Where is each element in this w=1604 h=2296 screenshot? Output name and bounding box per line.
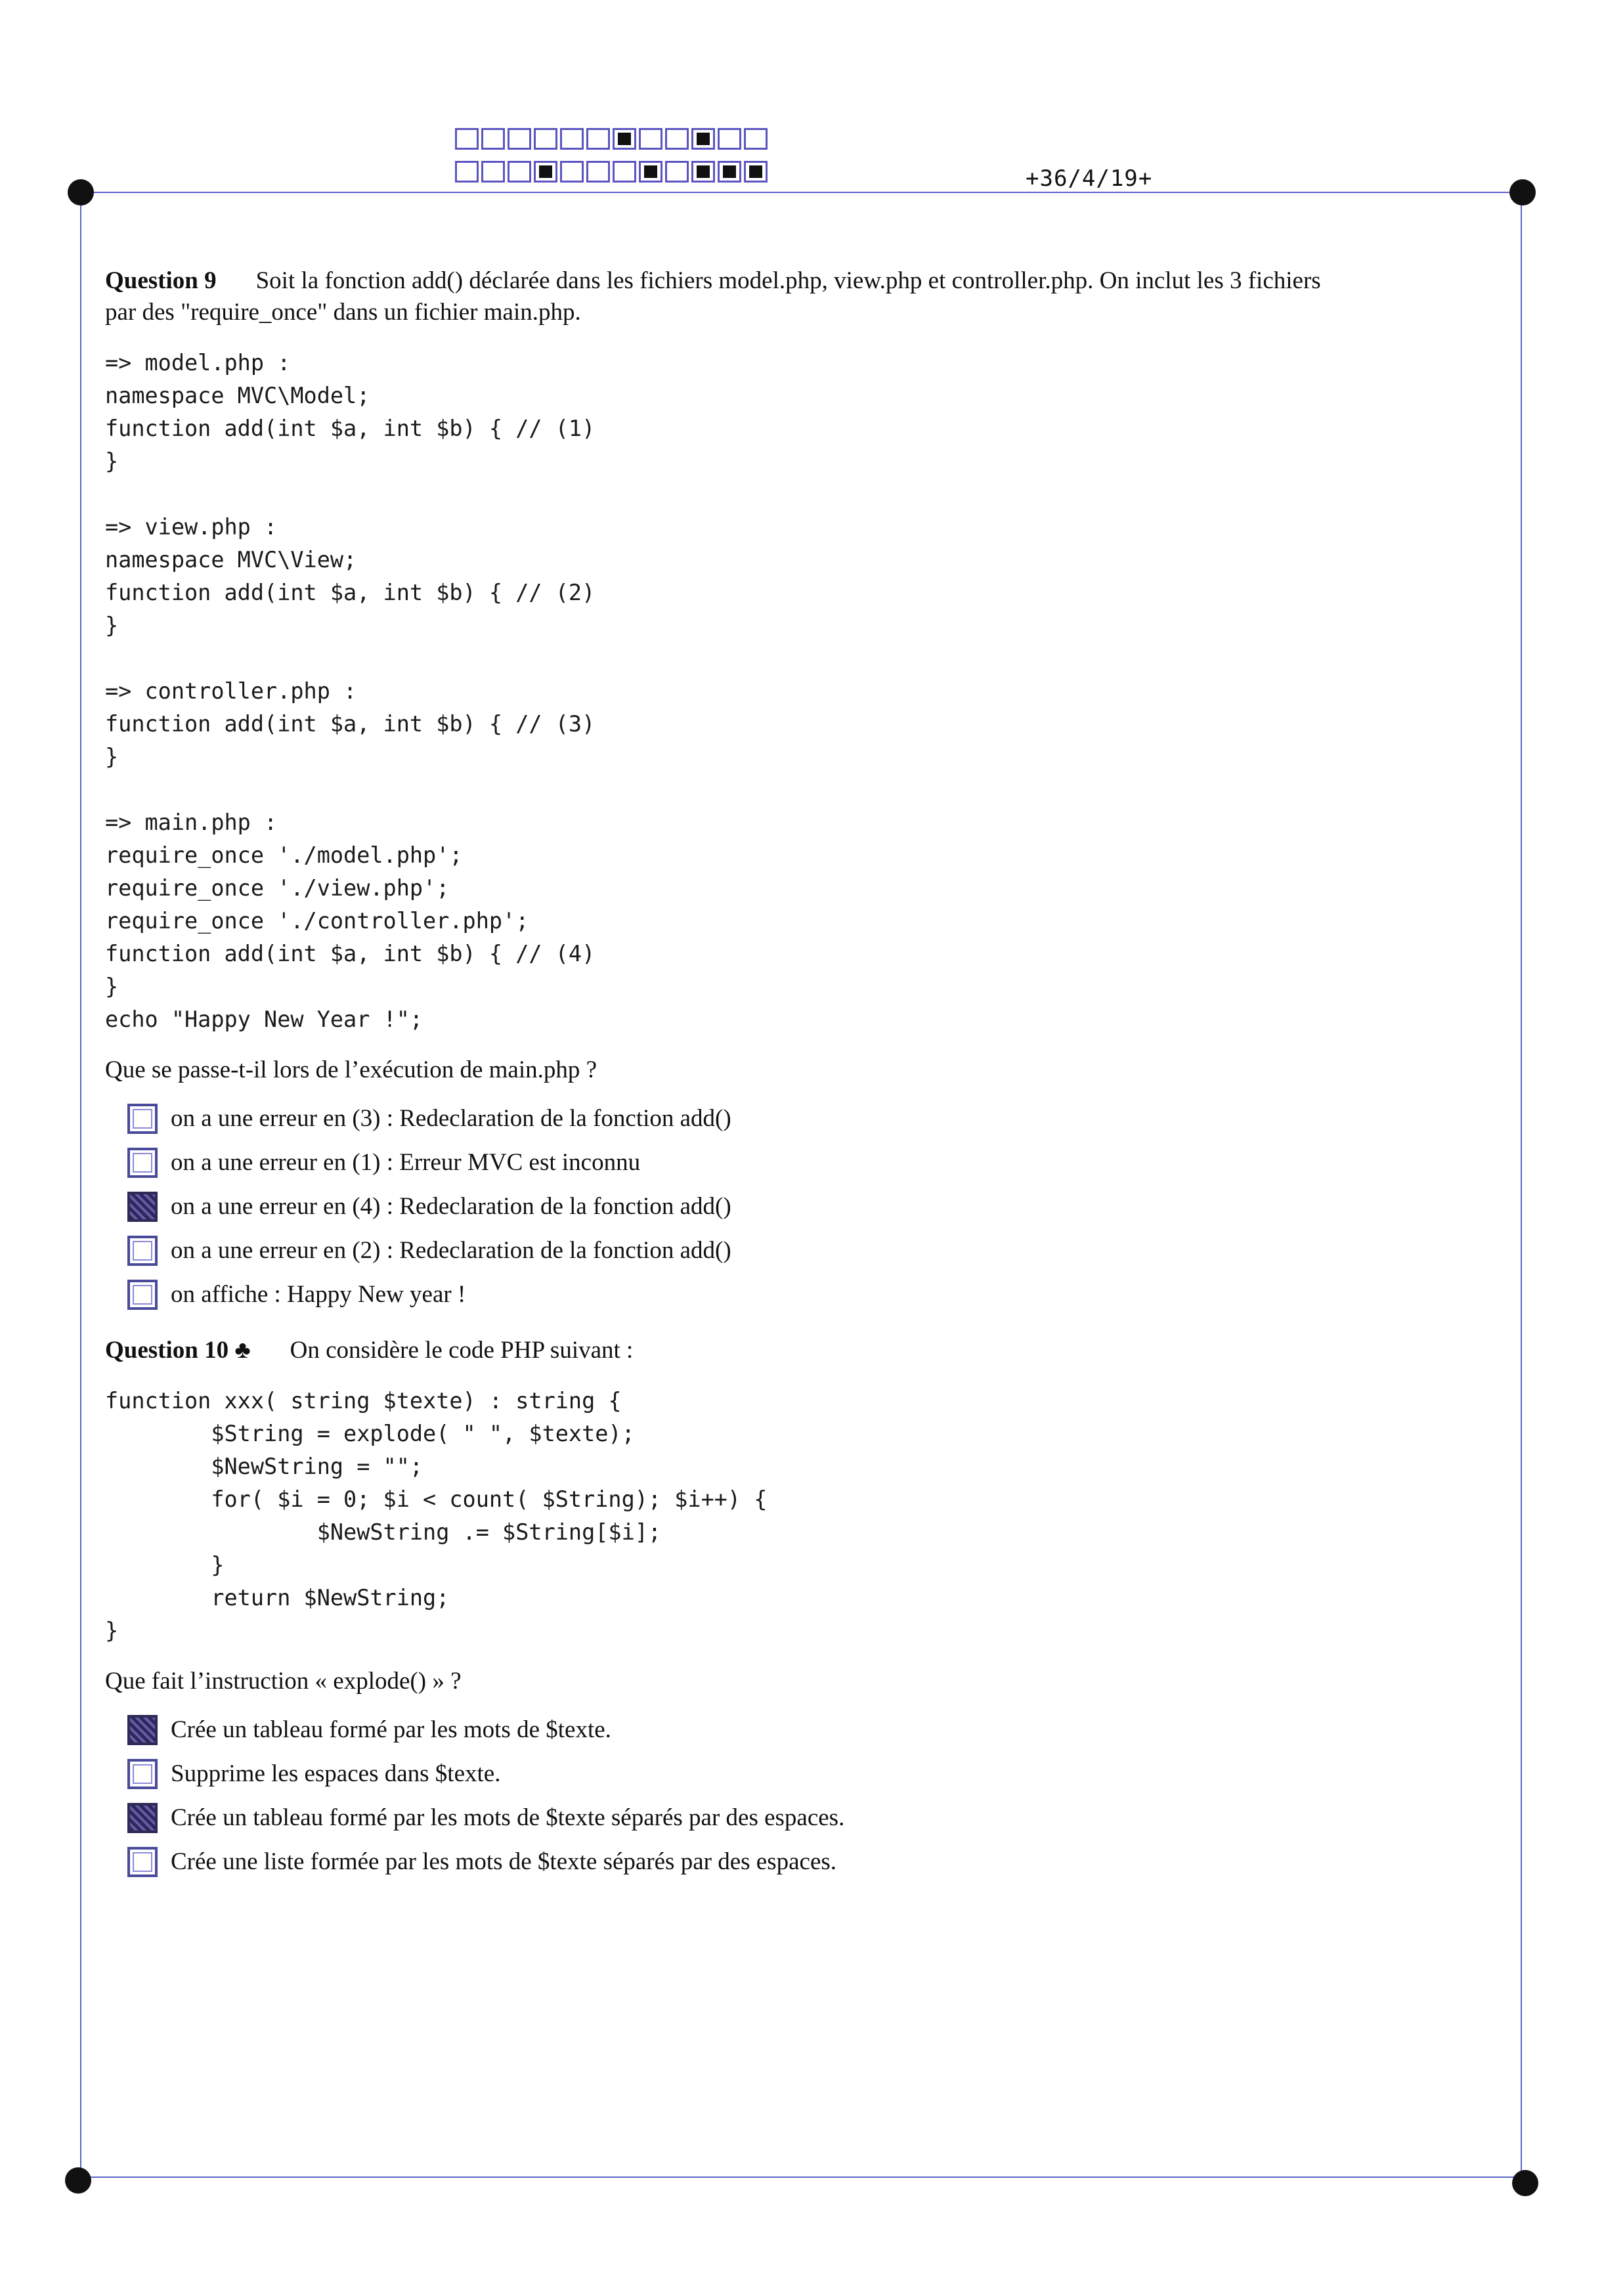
bit-box: [639, 128, 662, 150]
bit-box: [455, 128, 479, 150]
question-10-statement: [105, 1335, 1504, 1366]
checkbox[interactable]: [127, 1847, 158, 1877]
bit-box: [560, 161, 584, 183]
code-view-php: => view.php : namespace MVC\View; function add(int $a, int $b) { // (2) }: [105, 514, 596, 638]
question-9-title: Question 9: [105, 267, 217, 294]
bit-box: [718, 161, 741, 183]
corner-marker-top-right: [1509, 179, 1536, 206]
answer-label: Crée une liste formée par les mots de $texte séparés par des espaces.: [171, 1848, 837, 1875]
answer-label: on a une erreur en (3) : Redeclaration de la fonction add(): [171, 1105, 731, 1132]
checked-checkbox[interactable]: [127, 1803, 158, 1833]
corner-marker-bottom-right: [1512, 2170, 1538, 2196]
answer-option[interactable]: [127, 1708, 1504, 1752]
question-10-title: Question 10 ♣: [105, 1337, 251, 1364]
question-10: [105, 1335, 1504, 1884]
answer-option[interactable]: [127, 1140, 1504, 1184]
bit-code-row-2: [455, 161, 770, 183]
page-id: +36/4/19+: [1026, 165, 1153, 192]
checked-checkbox[interactable]: [127, 1715, 158, 1745]
answer-option[interactable]: [127, 1096, 1504, 1140]
question-9-statement: [105, 265, 1504, 297]
question-9-prompt: Que se passe-t-il lors de l’exécution de main.php ?: [105, 1056, 597, 1083]
bit-box: [481, 161, 505, 183]
bit-box: [613, 128, 636, 150]
answer-option[interactable]: [127, 1184, 1504, 1228]
checkbox[interactable]: [127, 1280, 158, 1310]
bit-box: [534, 128, 557, 150]
answer-option[interactable]: [127, 1272, 1504, 1316]
bit-box: [691, 128, 715, 150]
question-9-text: Soit la fonction add() déclarée dans les fichiers model.php, view.php et controller.php. On inclut les 3 fichiers: [255, 267, 1321, 294]
corner-marker-top-left: [68, 179, 94, 206]
bit-box: [455, 161, 479, 183]
answer-label: Supprime les espaces dans $texte.: [171, 1760, 501, 1787]
code-main-php: => main.php : require_once './model.php'; require_once './view.php'; require_once './controller.php'; function add(int $a, int $b) { // (4) } echo "Happy New Year !";: [105, 810, 596, 1032]
code-controller-php: => controller.php : function add(int $a, int $b) { // (3) }: [105, 678, 596, 769]
question-10-prompt: Que fait l’instruction « explode() » ?: [105, 1668, 462, 1695]
answer-label: on a une erreur en (4) : Redeclaration de la fonction add(): [171, 1193, 731, 1220]
bit-box: [613, 161, 636, 183]
corner-marker-bottom-left: [65, 2167, 91, 2194]
bit-box: [691, 161, 715, 183]
answer-label: Crée un tableau formé par les mots de $texte séparés par des espaces.: [171, 1804, 845, 1831]
answer-label: on affiche : Happy New year !: [171, 1281, 466, 1308]
bit-box: [665, 161, 689, 183]
bit-box: [665, 128, 689, 150]
bit-box: [508, 161, 531, 183]
bit-box: [639, 161, 662, 183]
question-9-text-continued: par des "require_once" dans un fichier main.php.: [105, 299, 581, 326]
answer-label: on a une erreur en (1) : Erreur MVC est inconnu: [171, 1149, 641, 1176]
checkbox[interactable]: [127, 1104, 158, 1134]
bit-box: [744, 161, 768, 183]
bit-box: [560, 128, 584, 150]
checkbox[interactable]: [127, 1236, 158, 1266]
answer-option[interactable]: [127, 1228, 1504, 1272]
question-10-text: On considère le code PHP suivant :: [290, 1337, 634, 1364]
bit-box: [508, 128, 531, 150]
bit-box: [744, 128, 768, 150]
answer-label: Crée un tableau formé par les mots de $texte.: [171, 1716, 611, 1743]
checkbox[interactable]: [127, 1148, 158, 1178]
question-9: [105, 265, 1504, 1316]
answer-option[interactable]: [127, 1796, 1504, 1840]
answer-option[interactable]: [127, 1840, 1504, 1884]
question-10-answers: [127, 1708, 1504, 1884]
bit-box: [586, 128, 610, 150]
checked-checkbox[interactable]: [127, 1192, 158, 1222]
code-function-xxx: function xxx( string $texte) : string { $String = explode( " ", $texte); $NewString = ""; for( $i = 0; $i < count( $String); $i++) { $NewString .= $String[$i]; } return $NewString; }: [105, 1388, 768, 1643]
answer-label: on a une erreur en (2) : Redeclaration de la fonction add(): [171, 1237, 731, 1264]
bit-code-row-1: [455, 128, 770, 150]
bit-box: [586, 161, 610, 183]
code-model-php: => model.php : namespace MVC\Model; function add(int $a, int $b) { // (1) }: [105, 350, 596, 474]
bit-box: [534, 161, 557, 183]
bit-box: [481, 128, 505, 150]
question-9-answers: [127, 1096, 1504, 1316]
answer-option[interactable]: [127, 1752, 1504, 1796]
bit-box: [718, 128, 741, 150]
page-content: [105, 265, 1504, 1884]
checkbox[interactable]: [127, 1759, 158, 1789]
